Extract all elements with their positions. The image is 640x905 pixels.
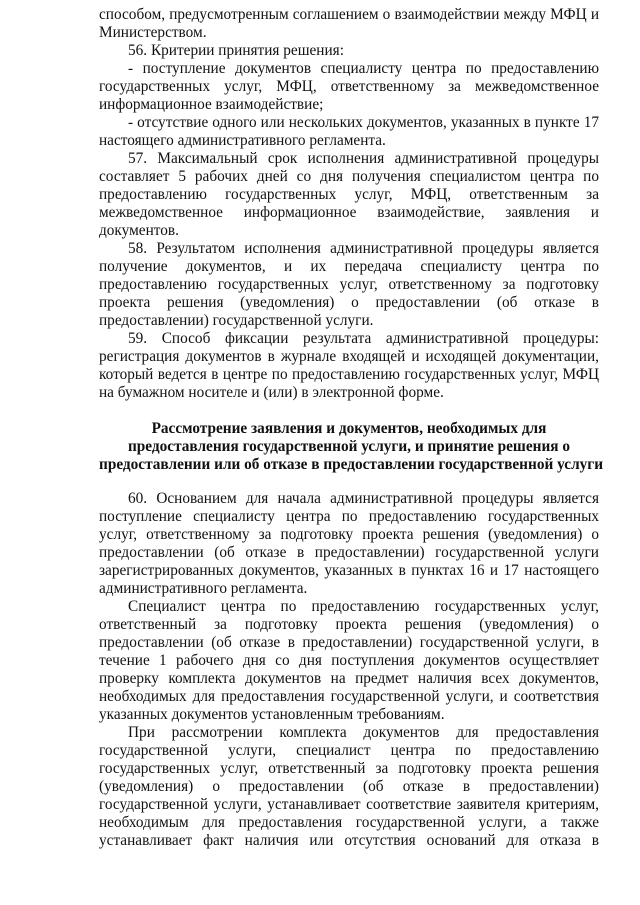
- paragraph-review-criteria: При рассмотрении комплекта документов для предоставления государственной услуги, специалист центра по предоставлению государственных услуг, ответственный за подготовку проекта решения (уведомления) о предоставлении (об отказе в предоставлении) государственной услуги, устанавливает соответствие заявителя критериям, необходимым для предоставления государственной услуги, а также устанавливает факт наличия или отсутствия оснований для отказа в: [99, 724, 599, 849]
- section-heading-line-3: предоставлении или об отказе в предоставлении государственной услуги: [99, 456, 604, 473]
- paragraph-57: 57. Максимальный срок исполнения административной процедуры составляет 5 рабочих дней со дня получения специалистом центра по предоставлению государственных услуг, МФЦ, ответственным за межведомственное информационное взаимодействие, заявления и документов.: [99, 150, 599, 239]
- document-body-bottom: [99, 490, 599, 850]
- paragraph-60: 60. Основанием для начала административной процедуры является поступление специалисту центра по предоставлению государственных услуг, ответственному за подготовку проекта решения (уведомления) о предоставлении (об отказе в предоставлении) государственной услуги зарегистрированных документов, указанных в пунктах 16 и 17 настоящего административного регламента.: [99, 490, 599, 597]
- paragraph-58: 58. Результатом исполнения административной процедуры является получение документов, и их передача специалисту центра по предоставлению государственных услуг, ответственному за подготовку проекта решения (уведомления) о предоставлении (об отказе в предоставлении) государственной услуги.: [99, 240, 599, 329]
- paragraph-56: 56. Критерии принятия решения:: [128, 42, 344, 59]
- paragraph-continuation: способом, предусмотренным соглашением о взаимодействии между МФЦ и Министерством.: [99, 6, 599, 41]
- paragraph-59: 59. Способ фиксации результата административной процедуры: регистрация документов в журнале входящей и исходящей документации, который ведется в центре по предоставлению государственных услуг, МФЦ на бумажном носителе и (или) в электронной форме.: [99, 330, 599, 401]
- section-heading: [99, 420, 604, 474]
- paragraph-56-criterion-1: - поступление документов специалисту центра по предоставлению государственных услуг, МФЦ, ответственному за межведомственное информационное взаимодействие;: [99, 60, 599, 113]
- document-body-top: [99, 6, 599, 402]
- section-heading-line-1: Рассмотрение заявления и документов, необходимых для: [151, 420, 547, 437]
- paragraph-56-criterion-2: - отсутствие одного или нескольких документов, указанных в пункте 17 настоящего административного регламента.: [99, 114, 599, 149]
- section-heading-line-2: предоставления государственной услуги, и принятие решения о: [127, 438, 571, 455]
- paragraph-specialist-check: Специалист центра по предоставлению государственных услуг, ответственный за подготовку проекта решения (уведомления) о предоставлении (об отказе в предоставлении) государственной услуги, в течение 1 рабочего дня со дня поступления документов осуществляет проверку комплекта документов на предмет наличия всех документов, необходимых для предоставления государственной услуги, и соответствия указанных документов установленным требованиям.: [99, 598, 599, 723]
